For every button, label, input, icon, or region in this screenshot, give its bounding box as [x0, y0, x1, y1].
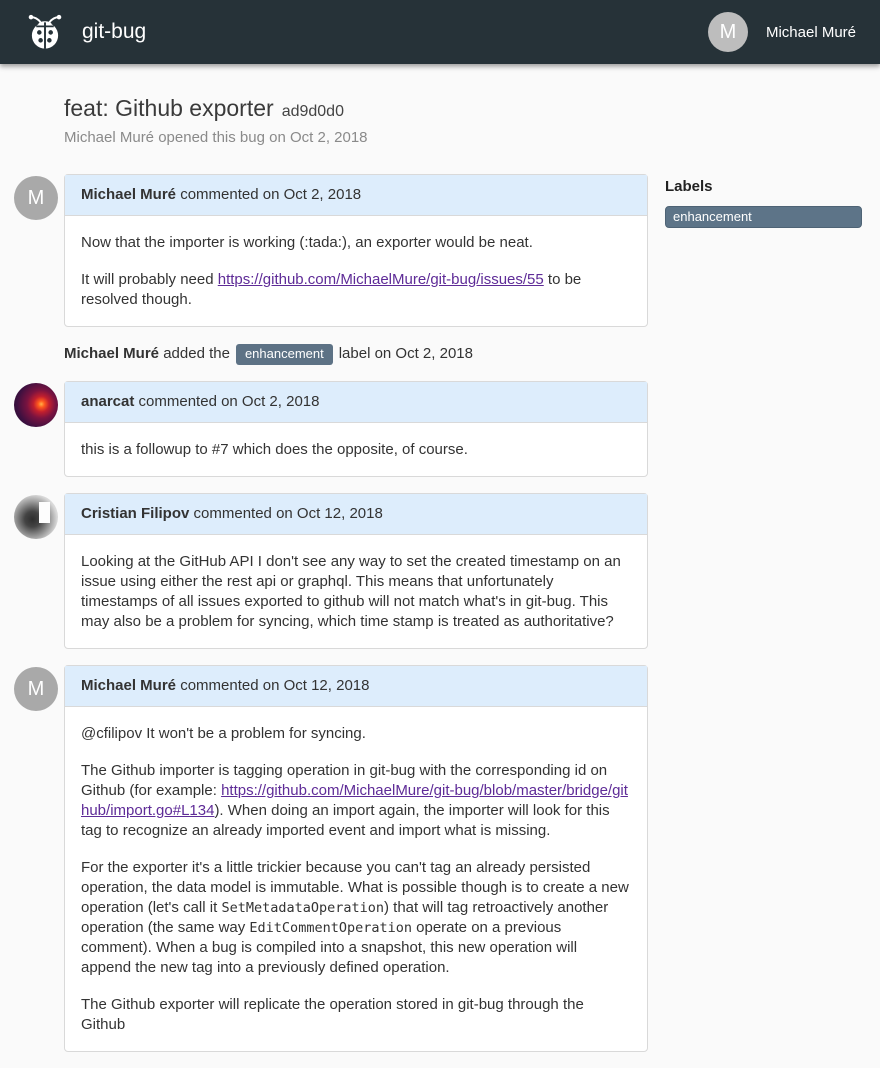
cristian-avatar — [14, 495, 58, 539]
comment-link[interactable]: https://github.com/MichaelMure/git-bug/blob/master/bridge/github/import.go#L134 — [81, 782, 628, 819]
comment-paragraph: The Github exporter will replicate the operation stored in git-bug through the Github — [81, 996, 584, 1033]
comment-paragraph: For the exporter it's a little trickier because you can't tag an already persisted operation, the data model is immutable. What is possible though is to create a new operation (let's call it SetMetadataOperation) that will tag retroactively another operation (the same way EditCommentOperation operate on a previous comment). When a bug is compiled into a snapshot, this new operation will append the new tag into a previously defined operation. — [81, 859, 629, 976]
comment-header: Michael Muré commented on Oct 2, 2018 — [65, 175, 647, 216]
app-bar — [0, 0, 880, 64]
inline-code: EditCommentOperation — [249, 920, 412, 936]
comment-2 — [64, 381, 648, 477]
comment-body — [65, 552, 647, 648]
michael-avatar: M — [14, 176, 58, 220]
labels-heading: Labels — [665, 178, 713, 195]
comment-paragraph: @cfilipov It won't be a problem for syncing. — [81, 725, 366, 742]
comment-header: Cristian Filipov commented on Oct 12, 2018 — [65, 494, 647, 535]
labels-sidebar — [665, 174, 862, 228]
comment-paragraph: this is a followup to #7 which does the opposite, of course. — [81, 441, 468, 458]
comment-author: Cristian Filipov — [81, 505, 190, 522]
bug-title: feat: Github exporter — [64, 95, 274, 121]
inline-code: SetMetadataOperation — [221, 900, 384, 916]
comment-link[interactable]: https://github.com/MichaelMure/git-bug/issues/55 — [217, 271, 544, 288]
comment-paragraph: The Github importer is tagging operation in git-bug with the corresponding id on Github (for example: https://github.com/MichaelMure/git-bug/blob/master/bridge/github/import.go#L134). When doing an import again, the importer will look for this tag to recognize an already imported event and import what is missing. — [81, 762, 628, 839]
bug-subtitle: Michael Muré opened this bug on Oct 2, 2018 — [64, 129, 368, 146]
comment-card — [64, 493, 648, 649]
current-user — [708, 12, 856, 52]
michael-avatar: M — [14, 667, 58, 711]
timeline — [27, 174, 648, 1068]
comment-paragraph: It will probably need https://github.com/MichaelMure/git-bug/issues/55 to be resolved though. — [81, 271, 582, 308]
comment-4 — [27, 665, 648, 1052]
comment-author: Michael Muré — [81, 186, 177, 203]
ladybug-icon — [24, 11, 66, 53]
user-avatar: M — [708, 12, 748, 52]
comment-body — [65, 233, 647, 326]
comment-body — [65, 724, 647, 1051]
sidebar-label-chip: enhancement — [665, 206, 862, 228]
comment-card — [64, 174, 648, 327]
comment-3 — [64, 493, 648, 649]
comment-body — [65, 440, 647, 476]
comment-paragraph: Looking at the GitHub API I don't see any way to set the created timestamp on an issue using either the rest api or graphql. This means that unfortunately timestamps of all issues exported to github will not match what's in git-bug. This may also be a problem for syncing, which time stamp is treated as authoritative? — [81, 553, 621, 630]
comment-author: Michael Muré — [81, 677, 177, 694]
comment-card — [64, 381, 648, 477]
user-name: Michael Muré — [765, 23, 856, 41]
event-author: Michael Muré — [64, 345, 160, 362]
comment-header: anarcat commented on Oct 2, 2018 — [65, 382, 647, 423]
app-title: git-bug — [82, 20, 147, 43]
comment-paragraph: Now that the importer is working (:tada:), an exporter would be neat. — [81, 234, 533, 251]
anarcat-avatar — [14, 383, 58, 427]
comment-author: anarcat — [81, 393, 135, 410]
comment-card — [64, 665, 648, 1052]
label-chip: enhancement — [236, 344, 333, 365]
comment-header: Michael Muré commented on Oct 12, 2018 — [65, 666, 647, 707]
comment-0 — [27, 174, 648, 327]
label-event: Michael Muré added the enhancement label on Oct 2, 2018 — [64, 343, 648, 365]
bug-hash: ad9d0d0 — [281, 103, 344, 120]
